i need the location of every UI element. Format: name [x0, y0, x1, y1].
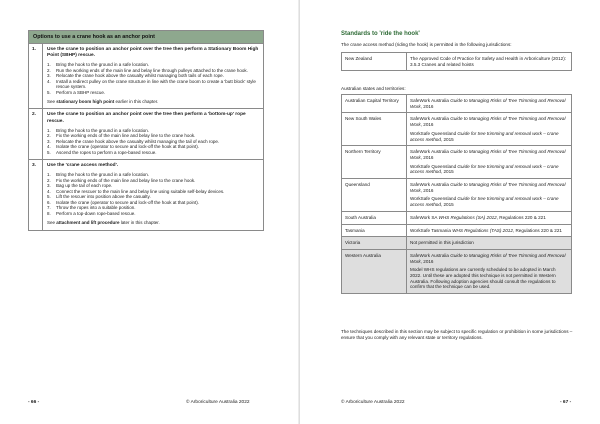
standard-agency: WorkSafe Tasmania — [410, 227, 453, 233]
standard-agency: SafeWork Australia — [410, 252, 451, 258]
state-name: South Australia — [342, 212, 407, 224]
state-standards — [407, 212, 571, 224]
section-title: Standards to 'ride the hook' — [341, 31, 420, 37]
step-list — [47, 62, 259, 95]
step-number: 1. — [47, 62, 51, 68]
state-standards — [407, 95, 571, 112]
options-list — [29, 44, 263, 230]
step-list — [47, 128, 259, 156]
step-number: 8. — [47, 210, 51, 216]
standard-suffix: , 2015 — [440, 169, 454, 175]
state-row — [342, 95, 571, 113]
option-body — [43, 109, 263, 159]
standard-entry — [410, 240, 568, 246]
step-text: Bring the hook to the ground in a safe location. — [56, 172, 150, 178]
state-standards — [407, 237, 571, 249]
standard-agency: SafeWork SA — [410, 214, 439, 220]
state-standards — [407, 225, 571, 237]
step-text: Connect the rescuer to the main line and belay line using suitable self-belay devices. — [56, 188, 225, 194]
step-text: Perform a top-down rope-based rescue. — [56, 210, 136, 216]
jurisdiction-name: New Zealand — [342, 53, 407, 70]
standard-title: Guide to Managing Risks of Tree Trimming and Removal Work — [410, 252, 566, 264]
state-name: Northern Territory — [342, 146, 407, 178]
standard-entry — [410, 164, 568, 175]
step-number: 4. — [47, 144, 51, 150]
new-zealand-table — [341, 52, 572, 71]
standard-entry — [410, 196, 568, 207]
step-number: 5. — [47, 89, 51, 95]
step-text: Bring the hook to the ground in a safe location. — [56, 62, 150, 68]
step-text: Install a redirect pulley on the crane structure in line with the crane boom to create a 'butt block' style rescue system. — [56, 78, 256, 90]
option-row — [29, 109, 263, 160]
state-row — [342, 179, 571, 212]
standard-suffix: , 2016 — [420, 122, 434, 128]
states-table — [341, 94, 572, 294]
see-also — [47, 220, 259, 226]
option-row — [29, 44, 263, 109]
step-text: Relocate the crane hook above the casualty whilst managing both tails of each rope. — [56, 73, 224, 79]
see-rest: later in this chapter. — [119, 219, 160, 225]
option-title: Use the crane to position an anchor point over the tree then perform a Stationary Boom High Point (SBHP) rescue. — [47, 47, 259, 59]
option-title: Use the crane to position an anchor point over the tree then perform a 'bottom-up' rope rescue. — [47, 112, 246, 124]
crane-hook-options-table — [28, 30, 264, 231]
step-text: Bag up the tail of each rope. — [56, 183, 113, 189]
step-item — [47, 150, 259, 156]
step-text: Lift the rescuer into position above the casualty. — [56, 194, 151, 200]
copyright-right: © Arboriculture Australia 2022 — [341, 400, 405, 405]
standard-title: Guide for tree trimming and removal work – crane access method — [410, 130, 559, 142]
step-number: 5. — [47, 149, 51, 155]
standard-suffix: , 2016 — [420, 154, 434, 160]
standard-title: Guide for tree trimming and removal work – crane access method — [410, 163, 559, 175]
step-item — [47, 211, 259, 217]
standard-agency: SafeWork Australia — [410, 116, 451, 122]
state-name: Queensland — [342, 179, 407, 211]
footnote: The techniques described in this section may be subject to specific regulation or prohibition in some jurisdictions – ensure that you comply with any relevant state or territory regulations. — [341, 329, 573, 341]
standard-suffix: , 2015 — [440, 136, 454, 142]
see-link: attachment and lift procedure — [56, 219, 120, 225]
state-name: Victoria — [342, 237, 407, 249]
step-number: 4. — [47, 188, 51, 194]
table-header: Options to use a crane hook as an anchor point — [29, 31, 263, 44]
standard-entry — [410, 182, 568, 193]
step-text: Ascend the ropes to perform a rope-based rescue. — [56, 149, 157, 155]
copyright-left: © Arboriculture Australia 2022 — [186, 400, 250, 405]
step-number: 4. — [47, 78, 51, 84]
state-name: Western Australia — [342, 250, 407, 293]
jurisdiction-standard: The Approved Code of Practice for Safety and Health in Arboriculture (2012): 3.5.3 Cranes and related hoists — [410, 56, 567, 67]
step-number: 2. — [47, 133, 51, 139]
standard-agency: SafeWork Australia — [410, 182, 451, 188]
option-number: 1. — [29, 44, 43, 108]
step-number: 1. — [47, 172, 51, 178]
standard-suffix: , 2016 — [420, 258, 434, 264]
step-number: 1. — [47, 127, 51, 133]
standard-suffix: , 2016 — [420, 103, 434, 109]
step-text: Bring the hook to the ground in a safe location. — [56, 127, 150, 133]
option-number: 2. — [29, 109, 43, 159]
step-text: Fix the working ends of the main line and belay line to the crane hook. — [56, 133, 196, 139]
standard-title: Guide to Managing Risks of Tree Trimming and Removal Work — [410, 116, 566, 128]
state-name: Australian Capital Territory — [342, 95, 407, 112]
intro-text: The crane access method (riding the hook) is permitted in the following jurisdictions: — [341, 42, 512, 47]
standard-entry — [410, 228, 568, 234]
standard-suffix: , 2016 — [420, 187, 434, 193]
standard-suffix: , 2015 — [440, 202, 454, 208]
state-standards — [407, 179, 571, 211]
state-row — [342, 225, 571, 238]
option-title: Use the 'crane access method'. — [47, 163, 119, 169]
state-standards — [407, 113, 571, 145]
see-rest: earlier in this chapter. — [114, 98, 159, 104]
standard-entry — [410, 267, 568, 290]
standard-title: Guide to Managing Risks of Tree Trimming and Removal Work — [410, 182, 566, 193]
standard-suffix: , Regulations 220 & 221 — [496, 214, 546, 220]
standard-suffix: , Regulations 220 & 221 — [512, 227, 562, 233]
step-item — [47, 79, 259, 90]
option-row — [29, 160, 263, 229]
page-number-right: - 67 - — [560, 400, 572, 405]
step-text: Isolate the crane (operator to secure and lock-off the hook at that point). — [56, 144, 200, 150]
page-number-left: - 66 - — [28, 400, 40, 405]
standard-entry — [410, 253, 568, 264]
standard-title: Guide to Managing Risks of Tree Trimming and Removal Work — [410, 149, 566, 160]
state-row — [342, 237, 571, 250]
step-item — [47, 90, 259, 96]
standard-entry — [410, 116, 568, 127]
state-name: Tasmania — [342, 225, 407, 237]
standard-entry — [410, 131, 568, 142]
state-standards — [407, 250, 571, 293]
state-standards — [407, 146, 571, 178]
standard-agency: Model WHS regulations are currently scheduled to be adopted in March 2022. Until these are adopted this technique is not permitted in Western Australia. Following adoption agencies should consult the regulations to confirm that the technique can be used. — [410, 267, 556, 290]
standard-title: Guide to Managing Risks of Tree Trimming and Removal Work — [410, 98, 566, 109]
state-name: New South Wales — [342, 113, 407, 145]
step-text: Fix the working ends of the main line and belay line to the crane hook. — [56, 177, 196, 183]
state-row — [342, 113, 571, 146]
standard-title: WHS Regulations (TAS) 2012 — [452, 227, 513, 233]
state-row — [342, 212, 571, 225]
standard-entry — [410, 215, 568, 221]
option-body — [43, 44, 263, 108]
see-prefix: See — [47, 219, 57, 225]
step-number: 3. — [47, 138, 51, 144]
standard-entry — [410, 149, 568, 160]
state-row — [342, 146, 571, 179]
standard-agency: WorkSafe Queensland — [410, 163, 458, 169]
standard-entry — [410, 98, 568, 109]
step-number: 3. — [47, 183, 51, 189]
standard-title: WHS Regulations (SA) 2012 — [438, 214, 497, 220]
step-text: Perform a SBHP rescue. — [56, 89, 106, 95]
step-text: Relocate the crane hook above the casualty whilst managing the tail of each rope. — [56, 138, 220, 144]
see-link: stationary boom high point — [56, 98, 115, 104]
step-number: 6. — [47, 199, 51, 205]
step-list — [47, 172, 259, 216]
step-number: 5. — [47, 194, 51, 200]
step-number: 2. — [47, 67, 51, 73]
step-text: Throw the ropes into a suitable position. — [56, 205, 136, 211]
standard-agency: SafeWork Australia — [410, 98, 451, 103]
standard-agency: WorkSafe Queensland — [410, 130, 458, 136]
step-number: 7. — [47, 205, 51, 211]
step-number: 3. — [47, 73, 51, 79]
option-number: 3. — [29, 160, 43, 229]
states-label: Australian states and territories: — [341, 86, 406, 91]
standard-agency: WorkSafe Queensland — [410, 196, 458, 202]
see-also — [47, 99, 259, 105]
standard-title: Guide for tree trimming and removal work – crane access method — [410, 196, 559, 208]
state-row — [342, 250, 571, 293]
see-prefix: See — [47, 98, 57, 104]
standard-agency: SafeWork Australia — [410, 149, 451, 155]
standard-agency: Not permitted in this jurisdiction — [410, 240, 474, 246]
step-text: Isolate the crane (operator to secure and lock-off the hook at that point). — [56, 199, 200, 205]
step-number: 2. — [47, 177, 51, 183]
option-body — [43, 160, 263, 229]
step-text: Run the working ends of the main line and belay line through pulleys attached to the crane hook. — [56, 67, 248, 73]
